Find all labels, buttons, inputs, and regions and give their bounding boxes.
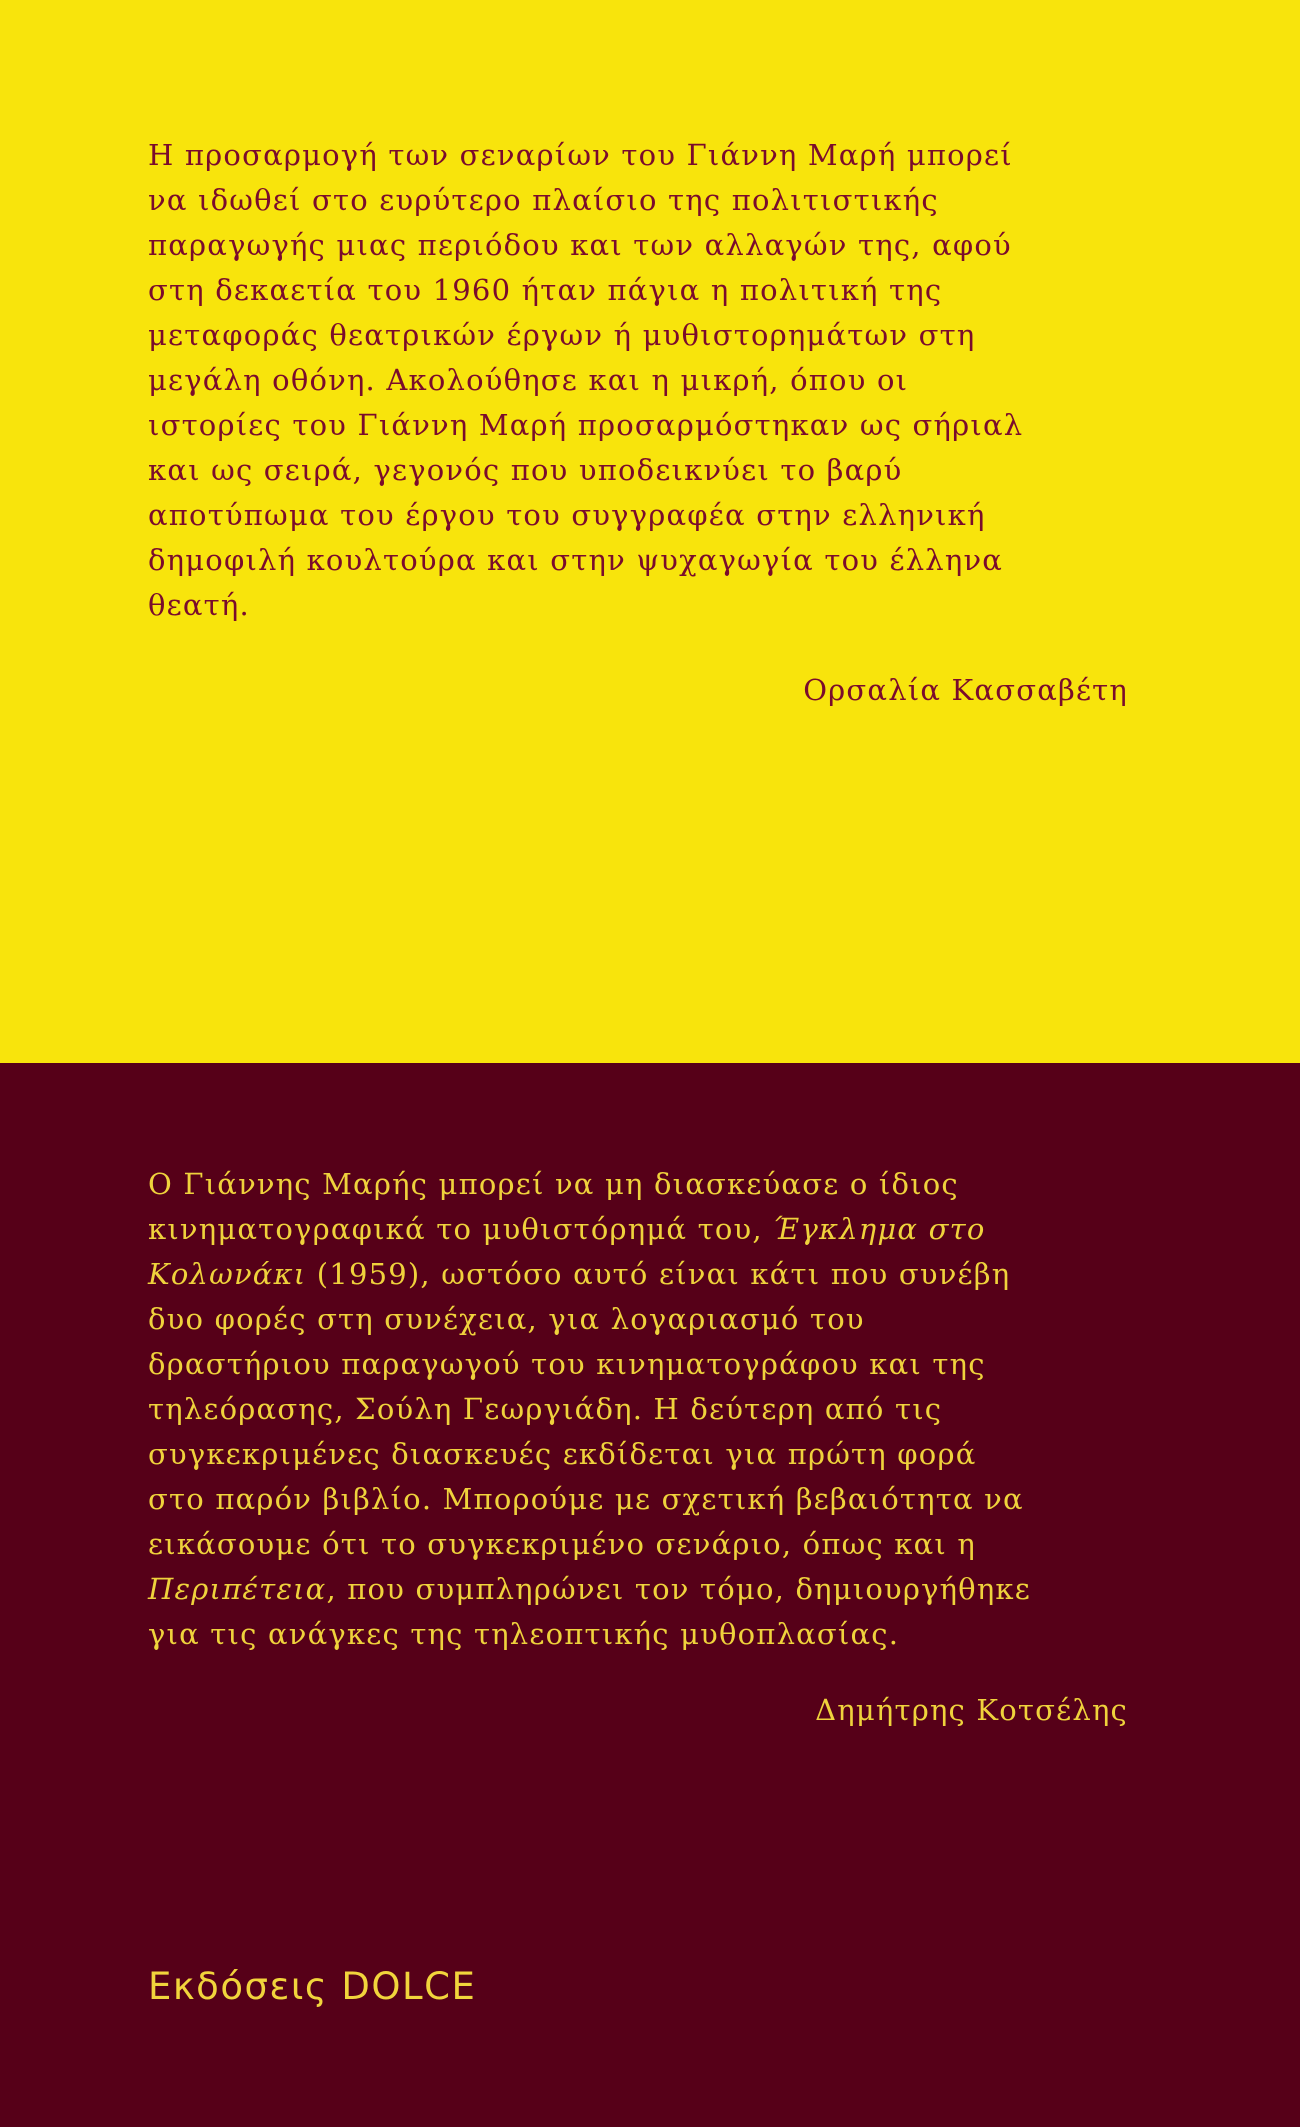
paragraph-line: δυο φορές στη συνέχεια, για λογαριασμό του: [148, 1302, 865, 1336]
paragraph-line: και ως σειρά, γεγονός που υποδεικνύει το βαρύ: [148, 453, 903, 487]
paragraph-text: (1959), ωστόσο αυτό είναι κάτι που συνέβη: [306, 1257, 1011, 1291]
paragraph-line: δημοφιλή κουλτούρα και στην ψυχαγωγία του έλληνα: [148, 543, 1004, 577]
paragraph-line: μεγάλη οθόνη. Ακολούθησε και η μικρή, όπου οι: [148, 363, 909, 397]
paragraph-line: συγκεκριμένες διασκευές εκδίδεται για πρώτη φορά: [148, 1437, 977, 1471]
paragraph-line: αποτύπωμα του έργου του συγγραφέα στην ελληνική: [148, 498, 986, 532]
publisher-name: Εκδόσεις DOLCE: [148, 1965, 477, 2008]
paragraph-line: Η προσαρμογή των σεναρίων του Γιάννη Μαρή μπορεί: [148, 138, 1013, 172]
paragraph-line: Ο Γιάννης Μαρής μπορεί να μη διασκεύασε ο ίδιος: [148, 1167, 959, 1201]
book-title-italic: Περιπέτεια: [148, 1572, 327, 1606]
paragraph-line: παραγωγής μιας περιόδου και των αλλαγών της, αφού: [148, 228, 1012, 262]
quote-paragraph-bottom: [148, 1162, 1148, 1657]
paragraph-line: τηλεόρασης, Σούλη Γεωργιάδη. Η δεύτερη από τις: [148, 1392, 943, 1426]
book-title-italic: Έγκλημα στο: [773, 1212, 986, 1246]
paragraph-line: εικάσουμε ότι το συγκεκριμένο σενάριο, όπως και η: [148, 1527, 976, 1561]
paragraph-line: [148, 1567, 1148, 1612]
paragraph-line: [148, 1252, 1148, 1297]
paragraph-line: στο παρόν βιβλίο. Μπορούμε με σχετική βεβαιότητα να: [148, 1482, 1024, 1516]
paragraph-line: για τις ανάγκες της τηλεοπτικής μυθοπλασίας.: [148, 1617, 900, 1651]
paragraph-line: μεταφοράς θεατρικών έργων ή μυθιστορημάτων στη: [148, 318, 976, 352]
paragraph-line: θεατή.: [148, 588, 250, 622]
bottom-panel: [0, 1063, 1300, 2127]
paragraph-line: δραστήριου παραγωγού του κινηματογράφου και της: [148, 1347, 986, 1381]
author-attribution-bottom: Δημήτρης Κοτσέλης: [815, 1693, 1128, 1727]
book-title-italic: Κολωνάκι: [148, 1257, 307, 1291]
author-attribution-top: Ορσαλία Κασσαβέτη: [803, 673, 1128, 707]
paragraph-text: , που συμπληρώνει τον τόμο, δημιουργήθηκε: [326, 1572, 1031, 1606]
paragraph-text: κινηματογραφικά το μυθιστόρημά του,: [148, 1212, 774, 1246]
paragraph-line: στη δεκαετία του 1960 ήταν πάγια η πολιτική της: [148, 273, 943, 307]
paragraph-line: να ιδωθεί στο ευρύτερο πλαίσιο της πολιτιστικής: [148, 183, 939, 217]
paragraph-line: ιστορίες του Γιάννη Μαρή προσαρμόστηκαν ως σήριαλ: [148, 408, 1024, 442]
paragraph-line: [148, 1207, 1148, 1252]
quote-paragraph-top: [148, 133, 1148, 628]
top-panel: [0, 0, 1300, 1063]
